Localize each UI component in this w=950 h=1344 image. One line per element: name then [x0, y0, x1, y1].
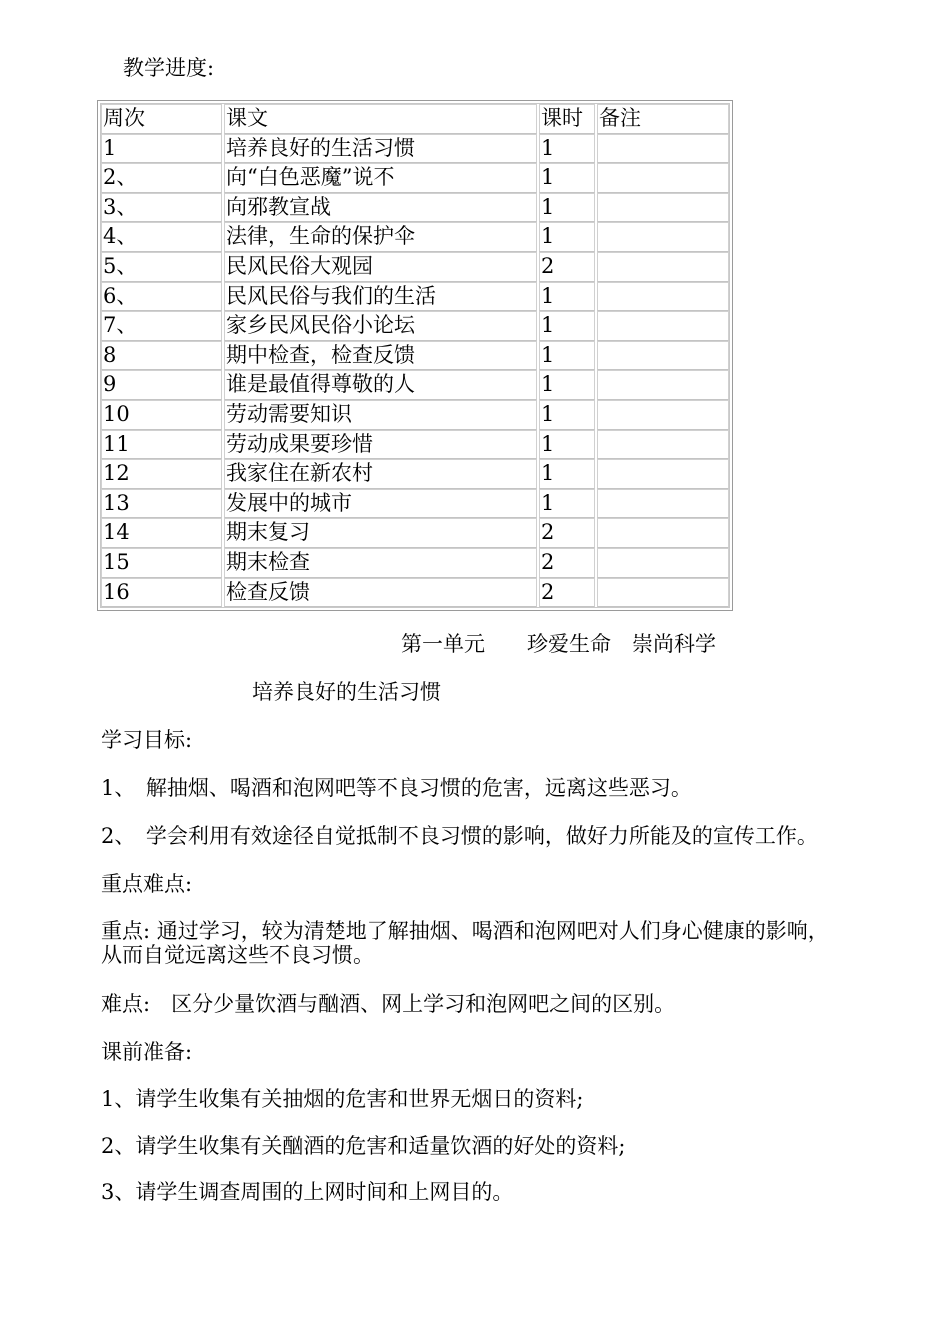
- row-notes: [597, 548, 729, 578]
- row-notes: [597, 163, 729, 193]
- row-lesson: 我家住在新农村: [224, 459, 537, 489]
- row-hours: 1: [539, 222, 595, 252]
- table-row: [101, 518, 729, 548]
- row-week: 2、: [101, 163, 222, 193]
- row-week: 12: [101, 459, 222, 489]
- row-lesson: 谁是最值得尊敬的人: [224, 370, 537, 400]
- row-hours: 1: [539, 400, 595, 430]
- row-hours: 2: [539, 578, 595, 608]
- row-week: 1: [101, 134, 222, 164]
- row-lesson: 民风民俗与我们的生活: [224, 282, 537, 312]
- row-notes: [597, 134, 729, 164]
- row-hours: 1: [539, 370, 595, 400]
- table-row: [101, 193, 729, 223]
- table-row: [101, 282, 729, 312]
- row-hours: 1: [539, 459, 595, 489]
- table-row: [101, 548, 729, 578]
- row-lesson: 检查反馈: [224, 578, 537, 608]
- row-lesson: 民风民俗大观园: [224, 252, 537, 282]
- row-lesson: 劳动成果要珍惜: [224, 430, 537, 460]
- row-lesson: 发展中的城市: [224, 489, 537, 519]
- row-hours: 2: [539, 548, 595, 578]
- row-week: 9: [101, 370, 222, 400]
- row-notes: [597, 282, 729, 312]
- table-row: [101, 400, 729, 430]
- row-lesson: 家乡民风民俗小论坛: [224, 311, 537, 341]
- row-notes: [597, 370, 729, 400]
- preparation-item-2: 2、请学生收集有关酗酒的危害和适量饮酒的好处的资料;: [101, 1134, 626, 1158]
- row-week: 10: [101, 400, 222, 430]
- row-hours: 2: [539, 252, 595, 282]
- preparation-item-1: 1、请学生收集有关抽烟的危害和世界无烟日的资料;: [101, 1087, 584, 1111]
- row-hours: 1: [539, 282, 595, 312]
- row-week: 6、: [101, 282, 222, 312]
- table-header-row: [101, 104, 729, 134]
- row-hours: 1: [539, 311, 595, 341]
- row-lesson: 向邪教宣战: [224, 193, 537, 223]
- header-notes: 备注: [597, 104, 729, 134]
- header-week: 周次: [101, 104, 222, 134]
- table-row: [101, 370, 729, 400]
- row-notes: [597, 430, 729, 460]
- row-lesson: 培养良好的生活习惯: [224, 134, 537, 164]
- row-week: 5、: [101, 252, 222, 282]
- table-row: [101, 459, 729, 489]
- table-row: [101, 163, 729, 193]
- schedule-title: 教学进度:: [123, 56, 215, 80]
- row-week: 4、: [101, 222, 222, 252]
- row-notes: [597, 459, 729, 489]
- table-row: [101, 134, 729, 164]
- row-notes: [597, 341, 729, 371]
- row-notes: [597, 193, 729, 223]
- row-lesson: 期中检查，检查反馈: [224, 341, 537, 371]
- row-notes: [597, 252, 729, 282]
- row-lesson: 法律，生命的保护伞: [224, 222, 537, 252]
- row-notes: [597, 518, 729, 548]
- row-notes: [597, 222, 729, 252]
- schedule-table: [97, 100, 733, 611]
- row-notes: [597, 578, 729, 608]
- table-row: [101, 311, 729, 341]
- table-row: [101, 222, 729, 252]
- row-lesson: 期末检查: [224, 548, 537, 578]
- row-hours: 1: [539, 341, 595, 371]
- row-hours: 2: [539, 518, 595, 548]
- header-hours: 课时: [539, 104, 595, 134]
- row-week: 3、: [101, 193, 222, 223]
- table-row: [101, 430, 729, 460]
- table-row: [101, 341, 729, 371]
- row-week: 11: [101, 430, 222, 460]
- row-week: 15: [101, 548, 222, 578]
- preparation-item-3: 3、请学生调查周围的上网时间和上网目的。: [101, 1180, 514, 1204]
- row-week: 16: [101, 578, 222, 608]
- row-hours: 1: [539, 134, 595, 164]
- row-notes: [597, 311, 729, 341]
- row-notes: [597, 489, 729, 519]
- row-week: 8: [101, 341, 222, 371]
- row-week: 14: [101, 518, 222, 548]
- row-hours: 1: [539, 193, 595, 223]
- difficulty-point: 难点: 区分少量饮酒与酗酒、网上学习和泡网吧之间的区别。: [101, 992, 676, 1016]
- row-hours: 1: [539, 163, 595, 193]
- unit-heading: 第一单元 珍爱生命 崇尚科学: [401, 632, 716, 656]
- row-week: 7、: [101, 311, 222, 341]
- table-row: [101, 578, 729, 608]
- row-notes: [597, 400, 729, 430]
- key-point-line2: 从而自觉远离这些不良习惯。: [101, 943, 374, 967]
- row-lesson: 劳动需要知识: [224, 400, 537, 430]
- row-lesson: 向“白色恶魔”说不: [224, 163, 537, 193]
- table-row: [101, 252, 729, 282]
- lesson-heading: 培养良好的生活习惯: [252, 680, 441, 704]
- row-hours: 1: [539, 489, 595, 519]
- key-point-line1: 重点: 通过学习，较为清楚地了解抽烟、喝酒和泡网吧对人们身心健康的影响，: [101, 919, 829, 943]
- objective-2: 2、 学会利用有效途径自觉抵制不良习惯的影响，做好力所能及的宣传工作。: [101, 824, 818, 848]
- key-difficulty-label: 重点难点:: [101, 872, 193, 896]
- row-lesson: 期末复习: [224, 518, 537, 548]
- table-row: [101, 489, 729, 519]
- objective-1: 1、 解抽烟、喝酒和泡网吧等不良习惯的危害，远离这些恶习。: [101, 776, 692, 800]
- header-lesson: 课文: [224, 104, 537, 134]
- objectives-label: 学习目标:: [101, 728, 193, 752]
- row-week: 13: [101, 489, 222, 519]
- preparation-label: 课前准备:: [101, 1040, 193, 1064]
- row-hours: 1: [539, 430, 595, 460]
